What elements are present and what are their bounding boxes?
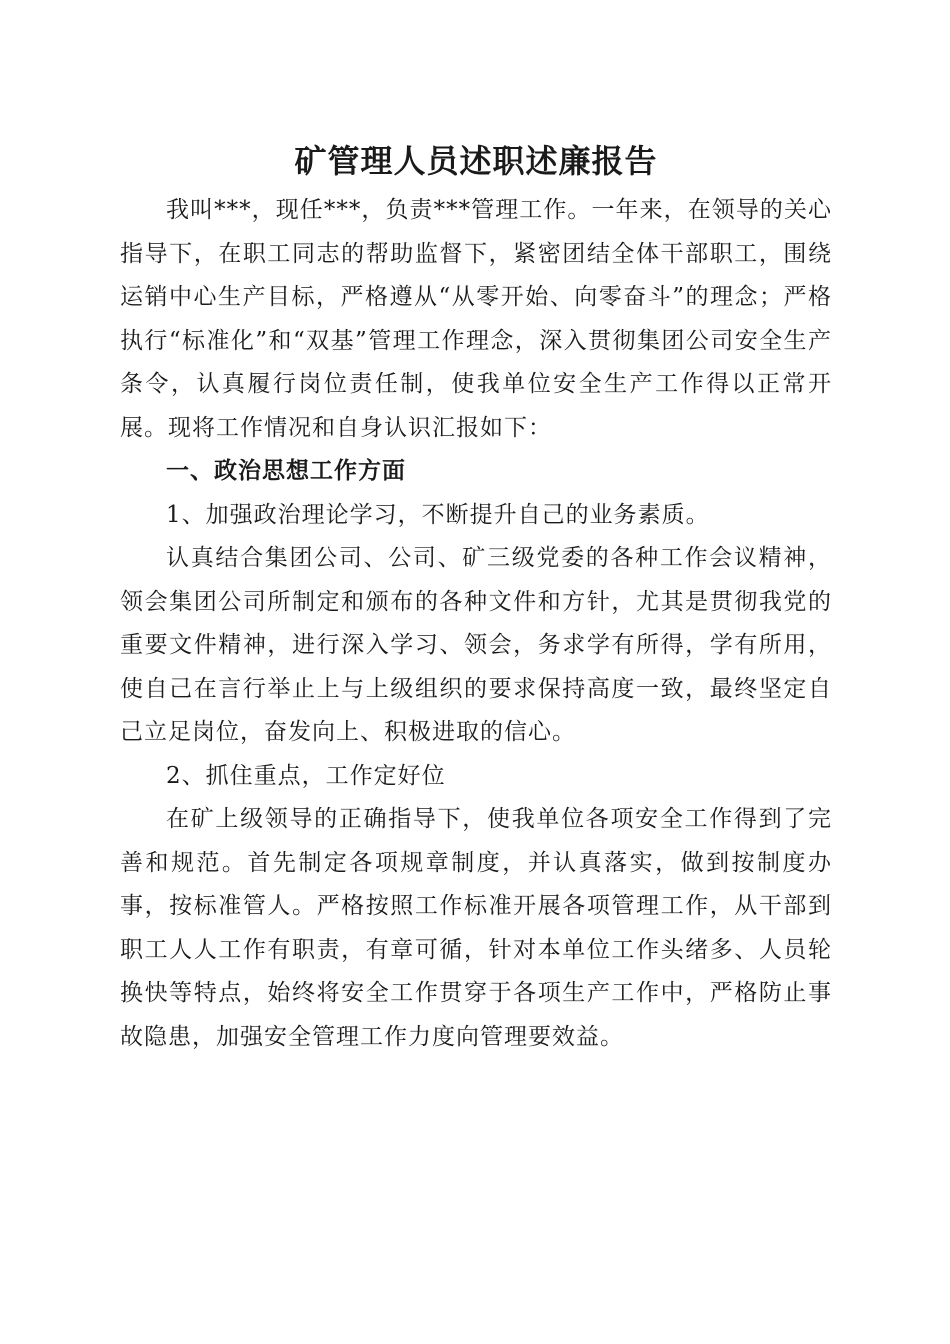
section-heading-political: 一、政治思想工作方面 xyxy=(166,458,406,484)
subheading-study: 1、加强政治理论学习，不断提升自己的业务素质。 xyxy=(166,501,710,528)
document-page xyxy=(120,136,832,1059)
study-paragraph: 认真结合集团公司、公司、矿三级党委的各种工作会议精神，领会集团公司所制定和颁布的各种文件和方针，尤其是贯彻我党的重要文件精神，进行深入学习、领会，务求学有所得，学有所用，使自己在言行举止上与上级组织的要求保持高度一致，最终坚定自己立足岗位，奋发向上、积极进取的信心。 xyxy=(120,545,832,745)
subheading-focus: 2、抓住重点，工作定好位 xyxy=(166,762,446,789)
focus-paragraph: 在矿上级领导的正确指导下，使我单位各项安全工作得到了完善和规范。首先制定各项规章制度，并认真落实，做到按制度办事，按标准管人。严格按照工作标准开展各项管理工作，从干部到职工人人工作有职责，有章可循，针对本单位工作头绪多、人员轮换快等特点，始终将安全工作贯穿于各项生产工作中，严格防止事故隐患，加强安全管理工作力度向管理要效益。 xyxy=(120,806,832,1050)
document-title: 矿管理人员述职述廉报告 xyxy=(294,142,658,180)
intro-paragraph: 我叫***，现任***，负责***管理工作。一年来，在领导的关心指导下，在职工同志的帮助监督下，紧密团结全体干部职工，围绕运销中心生产目标，严格遵从“从零开始、向零奋斗”的理念；严格执行“标准化”和“双基”管理工作理念，深入贯彻集团公司安全生产条令，认真履行岗位责任制，使我单位安全生产工作得以正常开展。现将工作情况和自身认识汇报如下： xyxy=(120,197,832,441)
